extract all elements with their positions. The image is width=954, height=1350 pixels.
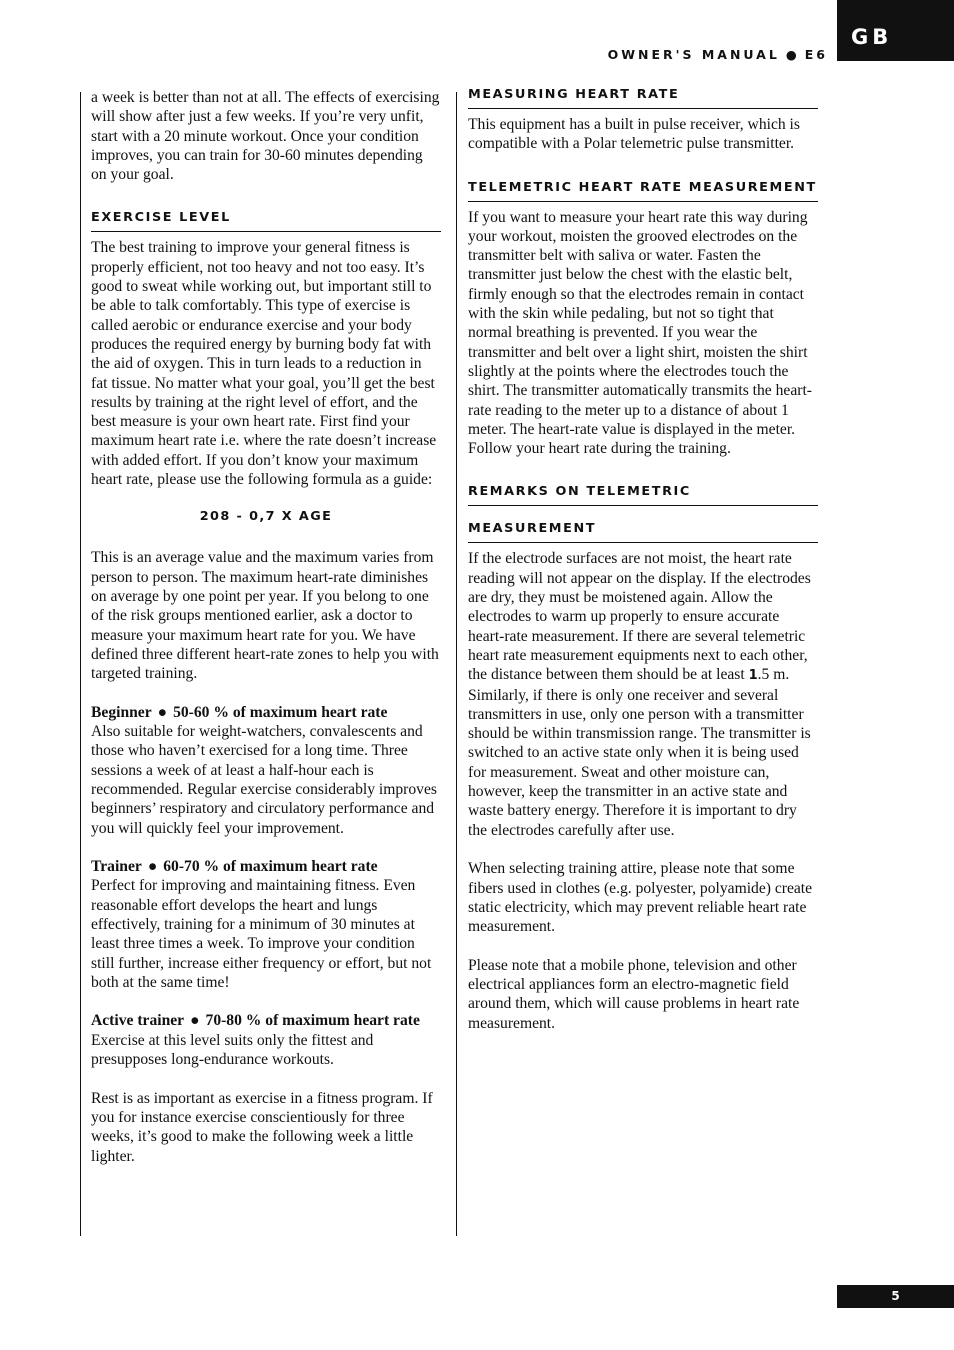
manual-title: OWNER'S MANUAL: [607, 47, 780, 62]
level-title: Beginner ● 50-60 % of maximum heart rate: [91, 703, 388, 721]
level-description: Perfect for improving and maintaining fitness. Even reasonable effort develops the heart and lungs effectively, training for a minimum of 30 minutes at least three times a week. To improve your condition still further, increase either frequency or effort, but not both at the same time!: [91, 877, 432, 991]
exercise-level-paragraph: The best training to improve your general fitness is properly efficient, not too heavy and not too easy. It’s good to sweat while working out, but important still to be able to talk comfortably. This type of exercise is called aerobic or endurance exercise and your body produces the required energy by burning body fat with the aid of oxygen. This in turn leads to a reduction in fat tissue. No matter what your goal, you’ll get the best results by training at the right level of effort, and the best measure is your own heart rate. First find your maximum heart rate i.e. where the rate doesn’t increase with added effort. If you don’t know your maximum heart rate, please use the following formula as a guide:: [91, 239, 437, 489]
middle-column-rule: [456, 92, 457, 1236]
telemetric-heading: TELEMETRIC HEART RATE MEASUREMENT: [468, 181, 818, 202]
level-beginner: [91, 703, 441, 838]
level-title: Trainer ● 60-70 % of maximum heart rate: [91, 858, 378, 876]
rest-paragraph: Rest is as important as exercise in a fitness program. If you for instance exercise conscientiously for three weeks, it’s good to make the following week a little lighter.: [91, 1089, 433, 1165]
remarks-paragraph-1: If the electrode surfaces are not moist, the heart rate reading will not appear on the display. If the electrodes are dry, they must be moistened again. Allow the electrodes to warm up properly to ensure accurate heart-rate measurement. If there are several telemetric heart rate measurement equipments next to each other, the distance between them should be at least 1.5 m. Similarly, if there is only one receiver and several transmitters in use, only one person with a transmitter should be within transmission range. The transmitter is switched to an active state only when it is being used for measurement. Sweat and other moisture can, however, keep the transmitter in an active state and waste battery energy. Therefore it is important to dry the electrodes carefully after use.: [468, 550, 811, 839]
remarks-heading: REMARKS ON TELEMETRIC: [468, 485, 818, 506]
left-column: [91, 88, 441, 1166]
model-name: E6: [804, 47, 828, 62]
max-heart-rate-formula: 208 - 0,7 X AGE: [199, 509, 333, 525]
level-active-trainer: [91, 1011, 441, 1069]
remarks-paragraph-2: When selecting training attire, please note that some fibers used in clothes (e.g. polyester, polyamide) create static electricity, which may prevent reliable heart rate measurement.: [468, 860, 813, 936]
level-description: Exercise at this level suits only the fittest and presupposes long-endurance workouts.: [91, 1031, 374, 1069]
intro-paragraph: a week is better than not at all. The effects of exercising will show after just a few weeks. If you’re very unfit, start with a 20 minute workout. Once your condition improves, you can train for 30-60 minutes depending on your goal.: [91, 89, 440, 184]
remarks-paragraph-3: Please note that a mobile phone, television and other electrical appliances form an electro-magnetic field around them, which will cause problems in heart rate measurement.: [468, 956, 800, 1032]
running-header: [608, 48, 828, 62]
level-description: Also suitable for weight-watchers, convalescents and those who haven’t exercised for a long time. Three sessions a week of at least a half-hour each is recommended. Regular exercise considerably improves beginners’ respiratory and circulatory performance and you will quickly feel your improvement.: [91, 723, 437, 837]
level-trainer: [91, 857, 441, 992]
left-column-rule: [80, 92, 81, 1236]
right-column: [468, 88, 818, 1033]
header-bullet: ●: [785, 47, 797, 62]
language-tab: GB: [837, 0, 954, 61]
measuring-heart-rate-heading: MEASURING HEART RATE: [468, 88, 818, 109]
telemetric-paragraph: If you want to measure your heart rate this way during your workout, moisten the grooved electrodes on the transmitter belt with saliva or water. Fasten the transmitter just below the chest with the elastic belt, firmly enough so that the electrodes remain in contact with the skin while pedaling, but not so tight that normal breathing is prevented. If you wear the transmitter and belt over a light shirt, moisten the shirt slightly at the points where the electrodes touch the shirt. The transmitter automatically transmits the heart-rate reading to the meter up to a distance of about 1 meter. The heart-rate value is displayed in the meter. Follow your heart rate during the training.: [468, 208, 812, 458]
level-title: Active trainer ● 70-80 % of maximum heart rate: [91, 1012, 420, 1030]
average-value-paragraph: This is an average value and the maximum varies from person to person. The maximum heart-rate diminishes on average by one point per year. If you belong to one of the risk groups mentioned earlier, ask a doctor to measure your maximum heart rate for you. We have defined three different heart-rate zones to help you with targeted training.: [91, 549, 439, 683]
exercise-level-heading: EXERCISE LEVEL: [91, 211, 441, 232]
page-number: 5: [837, 1285, 954, 1308]
measuring-paragraph: This equipment has a built in pulse receiver, which is compatible with a Polar telemetric pulse transmitter.: [468, 116, 800, 153]
remarks-heading-continued: MEASUREMENT: [468, 522, 818, 543]
